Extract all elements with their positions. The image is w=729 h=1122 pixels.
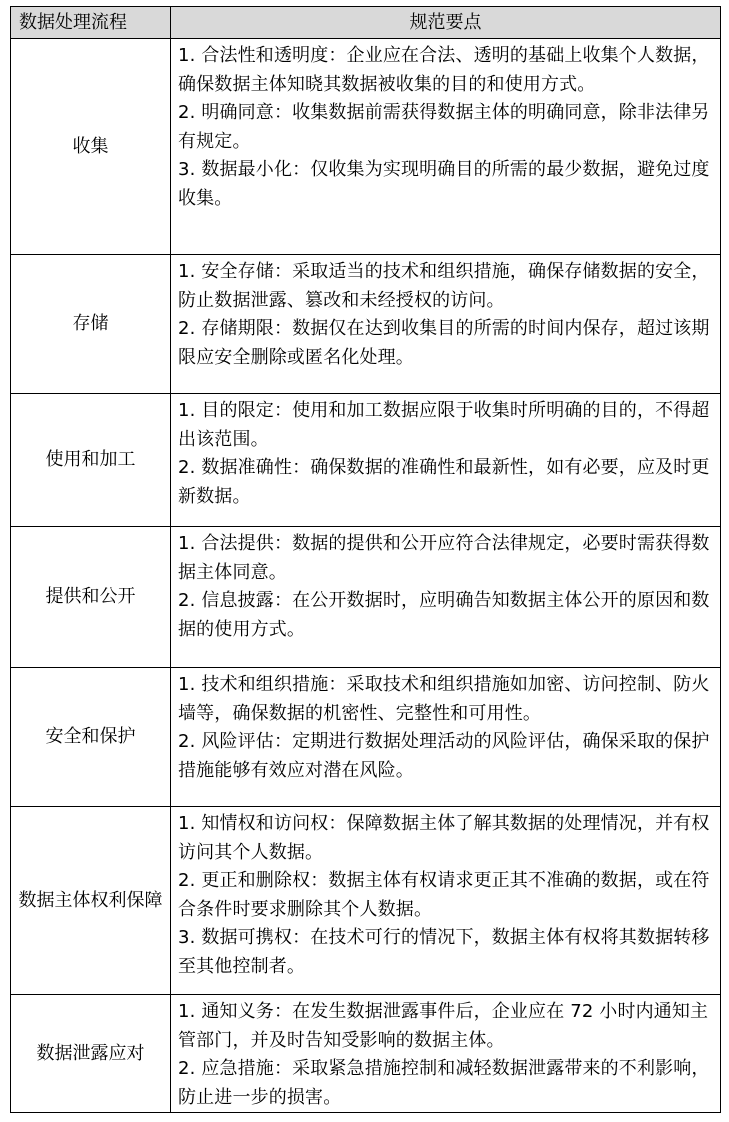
- norm-point: 1. 通知义务：在发生数据泄露事件后，企业应在 72 小时内通知主管部门，并及时告知受影响的数据主体。: [178, 1001, 709, 1051]
- norm-point: 1. 合法提供：数据的提供和公开应符合法律规定，必要时需获得数据主体同意。: [178, 533, 710, 583]
- process-cell: 数据泄露应对: [11, 995, 171, 1113]
- norm-point: 2. 存储期限：数据仅在达到收集目的所需的时间内保存，超过该期限应安全删除或匿名化处理。: [178, 318, 710, 368]
- process-cell: 使用和加工: [11, 394, 171, 527]
- table-row: [11, 39, 721, 255]
- header-norms: 规范要点: [171, 7, 721, 39]
- norms-cell: [171, 668, 721, 807]
- norms-cell: [171, 39, 721, 255]
- table-header-row: [11, 7, 721, 39]
- norm-point: 2. 风险评估：定期进行数据处理活动的风险评估，确保采取的保护措施能够有效应对潜在风险。: [178, 731, 710, 781]
- table-row: [11, 394, 721, 527]
- process-cell: 数据主体权利保障: [11, 807, 171, 995]
- norm-point: 1. 合法性和透明度：企业应在合法、透明的基础上收集个人数据，确保数据主体知晓其数据被收集的目的和使用方式。: [178, 45, 710, 95]
- norms-cell: [171, 995, 721, 1113]
- table-row: [11, 668, 721, 807]
- process-cell: 安全和保护: [11, 668, 171, 807]
- table-row: [11, 255, 721, 394]
- norm-point: 1. 技术和组织措施：采取技术和组织措施如加密、访问控制、防火墙等，确保数据的机密性、完整性和可用性。: [178, 674, 710, 724]
- norm-point: 1. 安全存储：采取适当的技术和组织措施，确保存储数据的安全，防止数据泄露、篡改和未经授权的访问。: [178, 261, 710, 311]
- norm-point: 1. 知情权和访问权：保障数据主体了解其数据的处理情况，并有权访问其个人数据。: [178, 813, 710, 863]
- process-cell: 提供和公开: [11, 527, 171, 668]
- norms-cell: [171, 394, 721, 527]
- header-process: 数据处理流程: [11, 7, 171, 39]
- norm-point: 3. 数据最小化：仅收集为实现明确目的所需的最少数据，避免过度收集。: [178, 159, 710, 209]
- table-row: [11, 995, 721, 1113]
- norm-point: 2. 应急措施：采取紧急措施控制和减轻数据泄露带来的不利影响，防止进一步的损害。: [178, 1058, 710, 1108]
- norm-point: 2. 数据准确性：确保数据的准确性和最新性，如有必要，应及时更新数据。: [178, 457, 710, 507]
- norm-point: 2. 明确同意：收集数据前需获得数据主体的明确同意，除非法律另有规定。: [178, 102, 710, 152]
- data-processing-norms-table: [10, 6, 721, 1113]
- norm-point: 2. 更正和删除权：数据主体有权请求更正其不准确的数据，或在符合条件时要求删除其个人数据。: [178, 870, 710, 920]
- norms-cell: [171, 255, 721, 394]
- norms-cell: [171, 807, 721, 995]
- process-cell: 存储: [11, 255, 171, 394]
- process-cell: 收集: [11, 39, 171, 255]
- table-row: [11, 807, 721, 995]
- norm-point: 2. 信息披露：在公开数据时，应明确告知数据主体公开的原因和数据的使用方式。: [178, 590, 710, 640]
- norm-point: 3. 数据可携权：在技术可行的情况下，数据主体有权将其数据转移至其他控制者。: [178, 927, 710, 977]
- norm-point: 1. 目的限定：使用和加工数据应限于收集时所明确的目的，不得超出该范围。: [178, 400, 710, 450]
- norms-cell: [171, 527, 721, 668]
- table-row: [11, 527, 721, 668]
